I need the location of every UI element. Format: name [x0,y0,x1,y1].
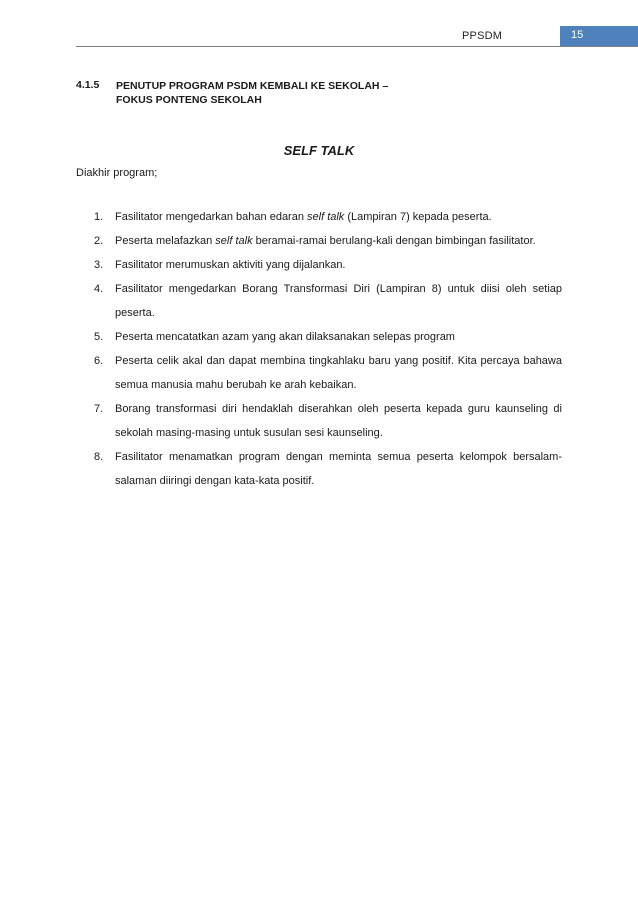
list-item [94,229,562,253]
list-item [94,205,562,229]
list-item-text-pre: Fasilitator mengedarkan bahan edaran [115,211,308,223]
list-item-number: 2. [94,235,104,247]
list-item-number: 3. [94,259,104,271]
list-item-text: Fasilitator merumuskan aktiviti yang dijalankan. [115,259,346,271]
list-item-text-post: (Lampiran 7) kepada peserta. [344,211,492,223]
list-item-text: Peserta celik akal dan dapat membina tingkahlaku baru yang positif. Kita percaya bahawa semua manusia mahu berubah ke arah kebaikan. [115,355,562,391]
list-item-text [115,235,536,247]
list-item-number: 1. [94,211,104,223]
list-item [94,253,562,277]
section-title [116,79,388,107]
section-number: 4.1.5 [76,79,100,91]
list-item [94,397,562,445]
list-item-text: Borang transformasi diri hendaklah diserahkan oleh peserta kepada guru kaunseling di sekolah masing-masing untuk susulan sesi kaunseling. [115,403,562,439]
header-label: PPSDM [462,30,503,42]
list-item [94,325,562,349]
list-item-text-post: beramai-ramai berulang-kali dengan bimbingan fasilitator. [252,235,536,247]
list-item-text: Fasilitator menamatkan program dengan meminta semua peserta kelompok bersalam-salaman diiringi dengan kata-kata positif. [115,451,562,487]
list-item [94,277,562,325]
list-item-number: 6. [94,355,104,367]
list-item-text-pre: Peserta melafazkan [115,235,216,247]
page-number: 15 [571,29,584,41]
list-item-text: Fasilitator mengedarkan Borang Transformasi Diri (Lampiran 8) untuk diisi oleh setiap peserta. [115,283,562,319]
list-item-text-italic: self talk [307,211,345,223]
intro-text: Diakhir program; [76,167,158,179]
section-title-line-2: FOKUS PONTENG SEKOLAH [116,94,262,106]
header-rule [76,46,638,47]
list-item-text [115,211,492,223]
center-title: SELF TALK [283,143,355,158]
list-item-number: 7. [94,403,104,415]
list-item-text-italic: self talk [215,235,253,247]
list-item [94,349,562,397]
list-item-number: 4. [94,283,104,295]
list-item-number: 5. [94,331,104,343]
section-title-line-1: PENUTUP PROGRAM PSDM KEMBALI KE SEKOLAH – [116,80,389,92]
list-item [94,445,562,493]
step-list [94,205,562,493]
page-number-box [560,26,638,47]
list-item-text: Peserta mencatatkan azam yang akan dilaksanakan selepas program [115,331,455,343]
list-item-number: 8. [94,451,104,463]
